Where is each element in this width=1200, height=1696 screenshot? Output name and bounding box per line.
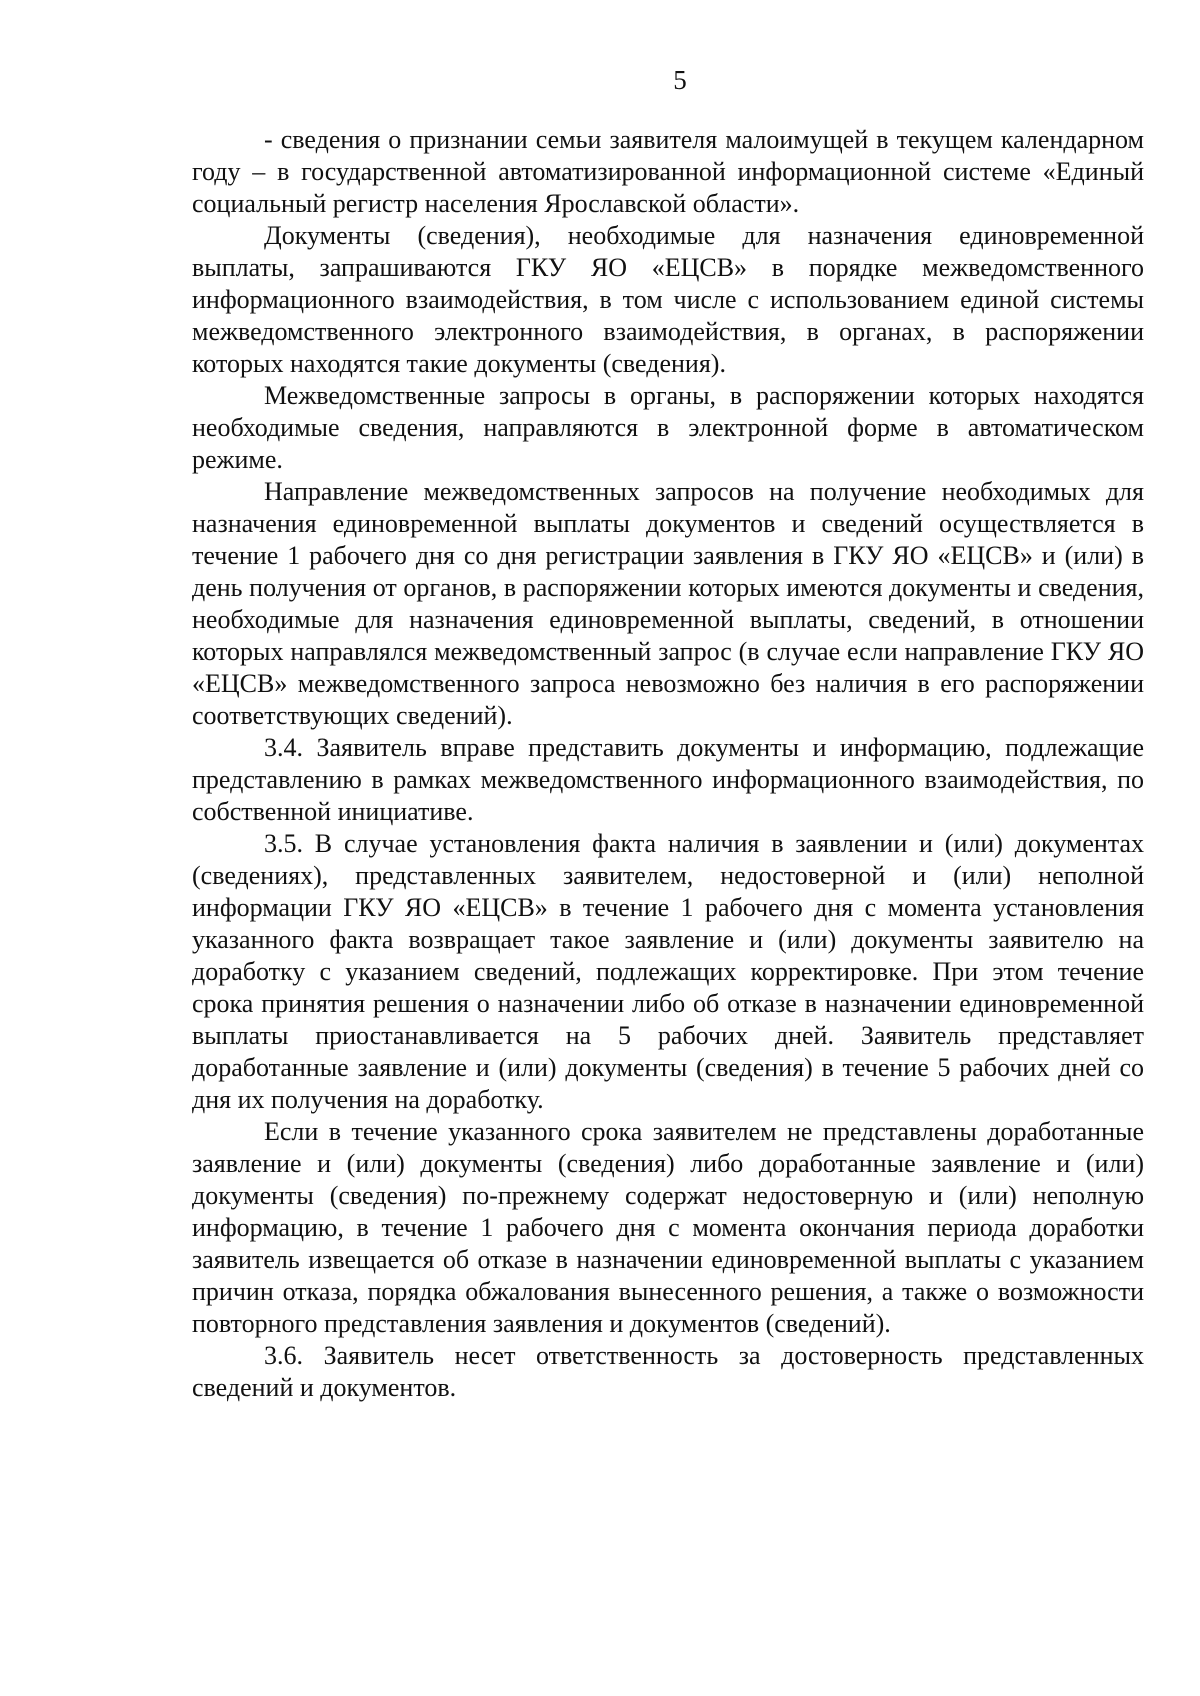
document-body <box>192 124 1144 1404</box>
paragraph-low-income-info: - сведения о признании семьи заявителя малоимущей в текущем календарном году – в государственной автоматизированной информационной системе «Единый социальный регистр населения Ярославской области». <box>192 125 1144 218</box>
page-number: 5 <box>673 65 687 95</box>
paragraph-documents-requested: Документы (сведения), необходимые для назначения единовременной выплаты, запрашиваются ГКУ ЯО «ЕЦСВ» в порядке межведомственного информационного взаимодействия, в том числе с использованием единой системы межведомственного электронного взаимодействия, в органах, в распоряжении которых находятся такие документы (сведения). <box>192 221 1144 378</box>
paragraph-3-5: 3.5. В случае установления факта наличия в заявлении и (или) документах (сведениях), представленных заявителем, недостоверной и (или) неполной информации ГКУ ЯО «ЕЦСВ» в течение 1 рабочего дня с момента установления указанного факта возвращает такое заявление и (или) документы заявителю на доработку с указанием сведений, подлежащих корректировке. При этом течение срока принятия решения о назначении либо об отказе в назначении единовременной выплаты приостанавливается на 5 рабочих дней. Заявитель представляет доработанные заявление и (или) документы (сведения) в течение 5 рабочих дней со дня их получения на доработку. <box>192 829 1144 1114</box>
paragraph-3-6: 3.6. Заявитель несет ответственность за достоверность представленных сведений и документов. <box>192 1341 1144 1402</box>
paragraph-interagency-requests: Межведомственные запросы в органы, в распоряжении которых находятся необходимые сведения, направляются в электронной форме в автоматическом режиме. <box>192 381 1144 474</box>
paragraph-3-4: 3.4. Заявитель вправе представить документы и информацию, подлежащие представлению в рамках межведомственного информационного взаимодействия, по собственной инициативе. <box>192 733 1144 826</box>
paragraph-refusal-notice: Если в течение указанного срока заявителем не представлены доработанные заявление и (или) документы (сведения) либо доработанные заявление и (или) документы (сведения) по-прежнему содержат недостоверную и (или) неполную информацию, в течение 1 рабочего дня с момента окончания периода доработки заявитель извещается об отказе в назначении единовременной выплаты с указанием причин отказа, порядка обжалования вынесенного решения, а также о возможности повторного представления заявления и документов (сведений). <box>192 1117 1144 1338</box>
paragraph-request-timing: Направление межведомственных запросов на получение необходимых для назначения единовременной выплаты документов и сведений осуществляется в течение 1 рабочего дня со дня регистрации заявления в ГКУ ЯО «ЕЦСВ» и (или) в день получения от органов, в распоряжении которых имеются документы и сведения, необходимые для назначения единовременной выплаты, сведений, в отношении которых направлялся межведомственный запрос (в случае если направление ГКУ ЯО «ЕЦСВ» межведомственного запроса невозможно без наличия в его распоряжении соответствующих сведений). <box>192 477 1144 730</box>
